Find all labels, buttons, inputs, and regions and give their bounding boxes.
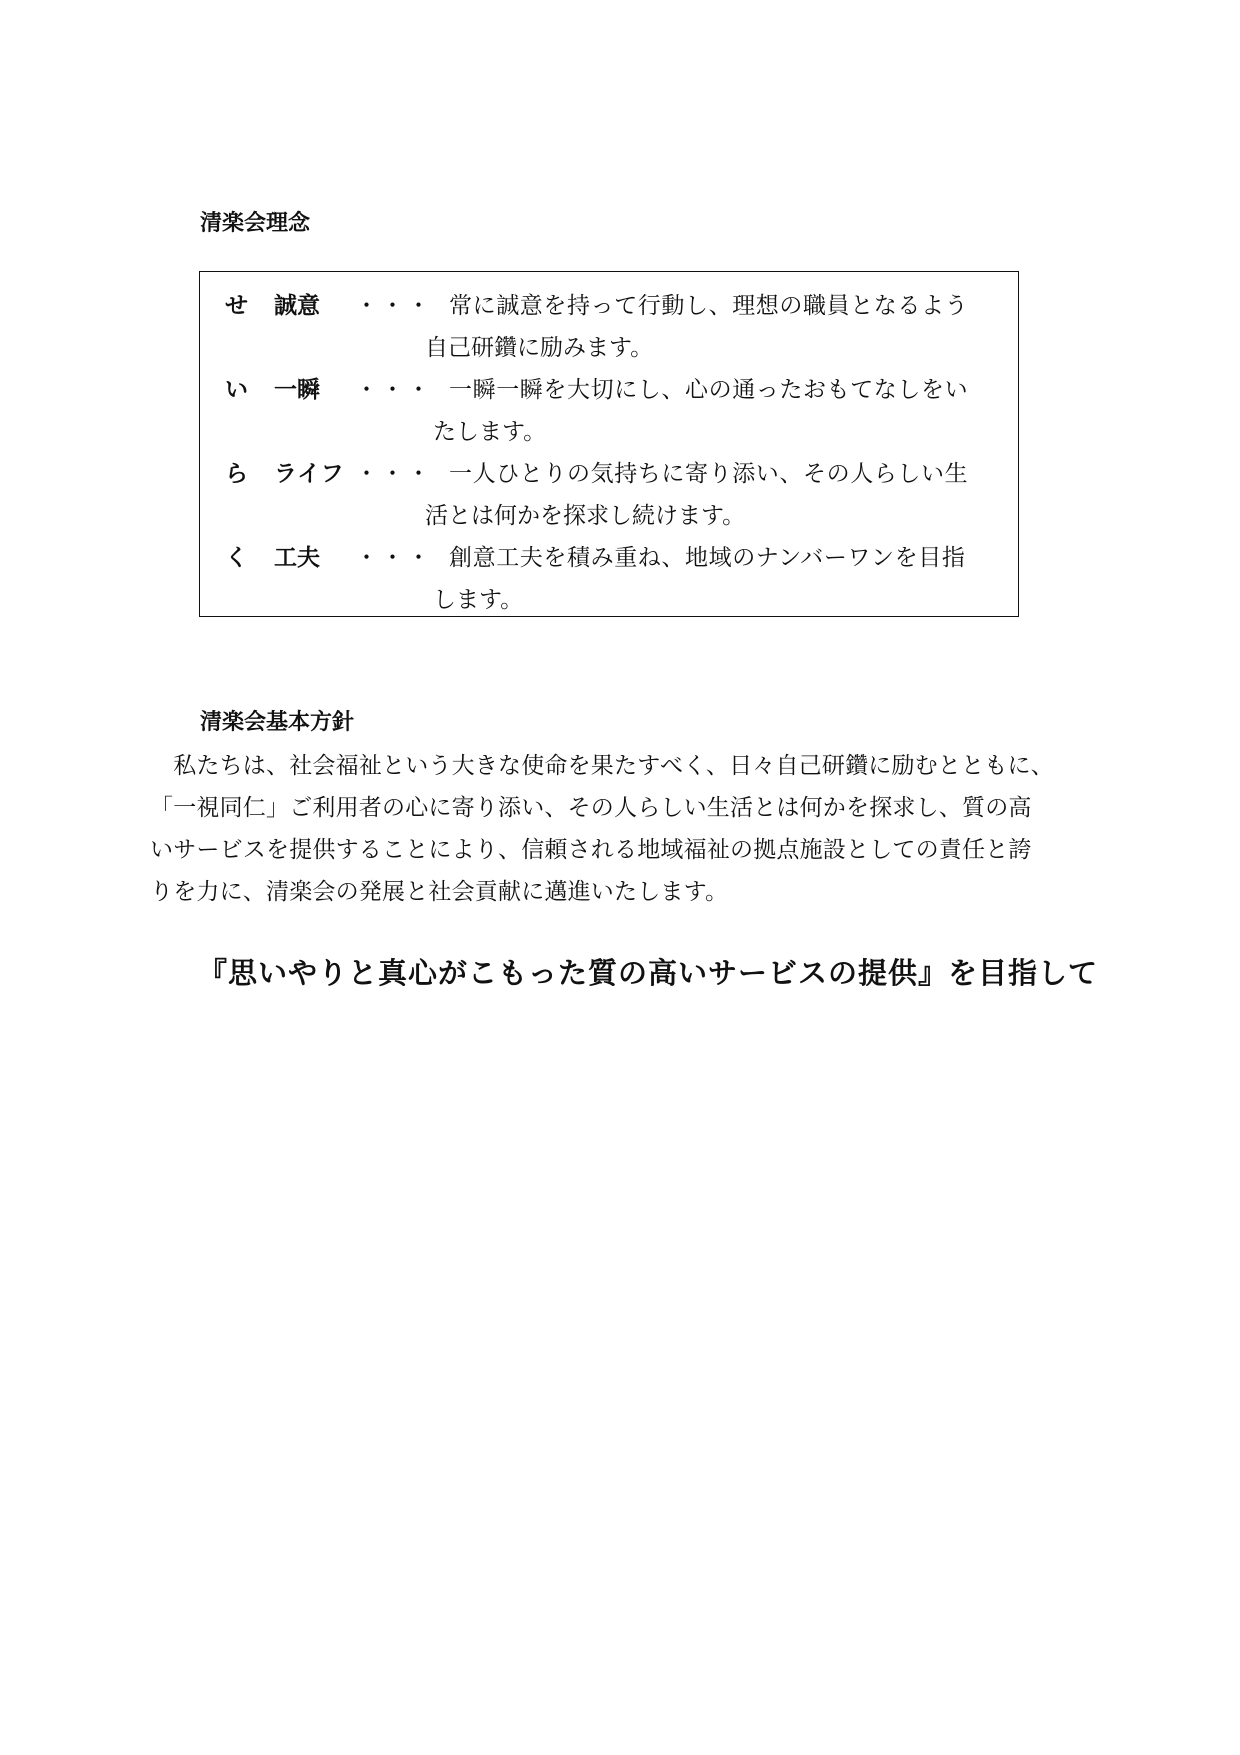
- principle-description-line1: 創意工夫を積み重ね、地域のナンバーワンを目指: [449, 545, 966, 571]
- principle-kana: ら: [225, 461, 248, 487]
- principle-description-line2: たします。: [433, 419, 547, 445]
- principle-description-line1: 一瞬一瞬を大切にし、心の通ったおもてなしをい: [449, 377, 969, 403]
- policy-paragraph-line: いサービスを提供することにより、信頼される地域福祉の拠点施設としての責任と誇: [150, 837, 1032, 863]
- principle-description-line2: します。: [433, 587, 524, 613]
- principle-description-line1: 常に誠意を持って行動し、理想の職員となるよう: [449, 293, 969, 319]
- principle-kana: い: [225, 377, 248, 403]
- principle-description-line2: 自己研鑽に励みます。: [425, 335, 654, 361]
- principle-term: 工夫: [274, 545, 320, 571]
- motto-statement: 『思いやりと真心がこもった質の高いサービスの提供』を目指して: [198, 956, 1099, 990]
- principle-description-line2: 活とは何かを探求し続けます。: [425, 503, 746, 529]
- principle-dots: ・・・: [355, 377, 433, 403]
- principle-dots: ・・・: [355, 461, 433, 487]
- principle-term: 一瞬: [274, 377, 320, 403]
- principle-term: ライフ: [274, 461, 345, 487]
- principle-kana: せ: [225, 293, 248, 319]
- policy-paragraph-line: りを力に、清楽会の発展と社会貢献に邁進いたします。: [150, 879, 729, 905]
- policy-paragraph-line: 私たちは、社会福祉という大きな使命を果たすべく、日々自己研鑽に励むとともに、: [150, 753, 1054, 779]
- policy-paragraph-line: 「一視同仁」ご利用者の心に寄り添い、その人らしい生活とは何かを探求し、質の高: [150, 795, 1032, 821]
- principle-dots: ・・・: [355, 545, 433, 571]
- policy-heading: 清楽会基本方針: [200, 710, 355, 735]
- principle-kana: く: [225, 545, 248, 571]
- principle-dots: ・・・: [355, 293, 433, 319]
- principles-heading: 清楽会理念: [200, 211, 311, 236]
- principle-description-line1: 一人ひとりの気持ちに寄り添い、その人らしい生: [449, 461, 969, 487]
- principle-term: 誠意: [274, 293, 320, 319]
